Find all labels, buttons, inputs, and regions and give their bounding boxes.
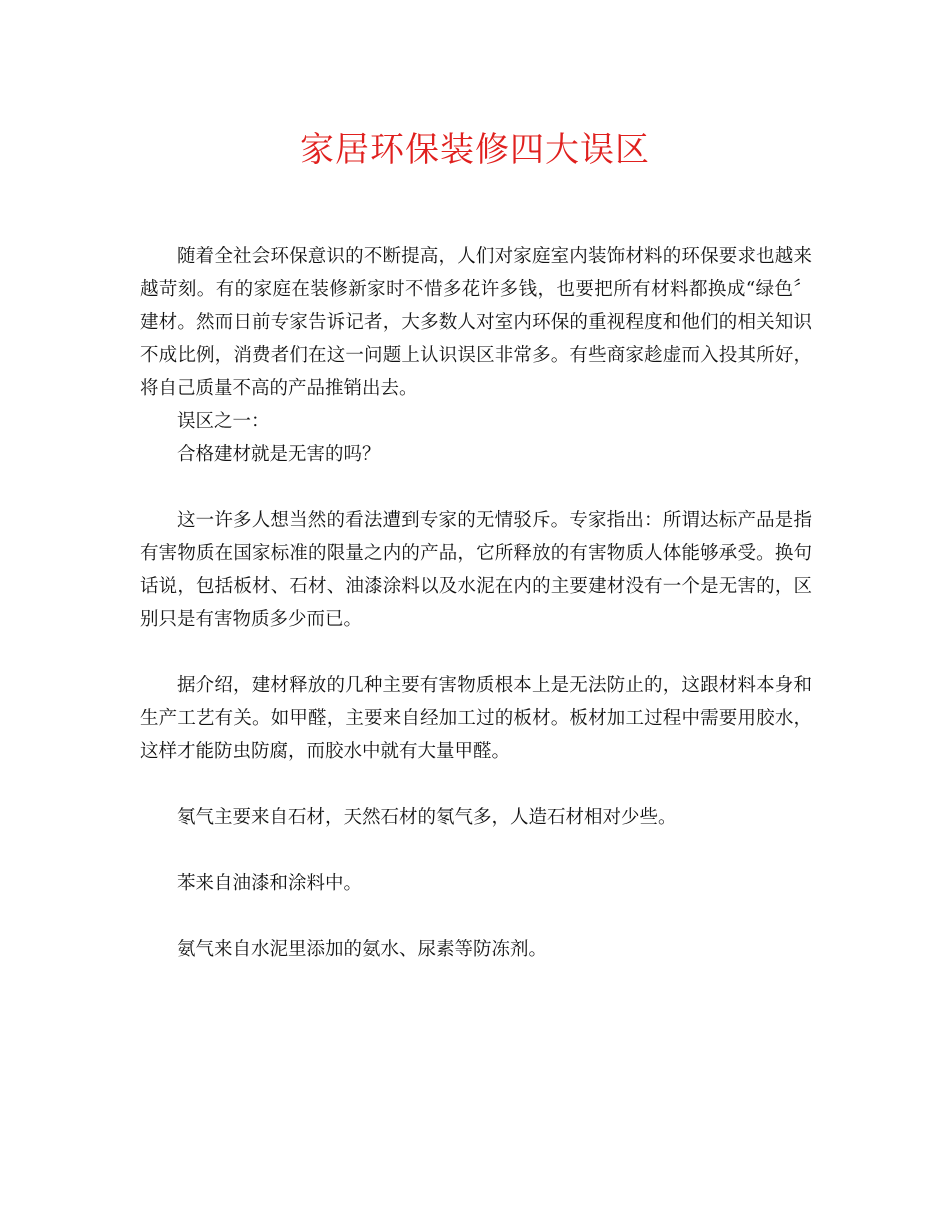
page-title: 家居环保装修四大误区 [300,130,650,170]
myth-one-question: 合格建材就是无害的吗？ [177,444,381,465]
paragraph-benzene: 苯来自油漆和涂料中。 [177,873,363,894]
paragraph-formaldehyde: 据介绍，建材释放的几种主要有害物质根本上是无法防止的，这跟材料本身和生产工艺有关。如甲醛，主要来自经加工过的板材。板材加工过程中需要用胶水，这样才能防虫防腐，而胶水中就有大量甲醛。 [140,675,812,762]
paragraph-intro: 随着全社会环保意识的不断提高，人们对家庭室内装饰材料的环保要求也越来越苛刻。有的家庭在装修新家时不惜多花许多钱，也要把所有材料都换成“绿色〞建材。然而日前专家告诉记者，大多数人对室内环保的重视程度和他们的相关知识不成比例，消费者们在这一问题上认识误区非常多。有些商家趁虚而入投其所好，将自己质量不高的产品推销出去。 [140,246,812,399]
paragraph-standards: 这一许多人想当然的看法遭到专家的无情驳斥。专家指出：所谓达标产品是指有害物质在国家标准的限量之内的产品，它所释放的有害物质人体能够承受。换句话说，包括板材、石材、油漆涂料以及水泥在内的主要建材没有一个是无害的，区别只是有害物质多少而已。 [140,510,812,630]
document-body [140,240,812,966]
myth-one-label: 误区之一： [177,411,270,432]
paragraph-radon: 氡气主要来自石材，天然石材的氡气多，人造石材相对少些。 [177,807,677,828]
paragraph-ammonia: 氨气来自水泥里添加的氨水、尿素等防冻剂。 [177,939,548,960]
